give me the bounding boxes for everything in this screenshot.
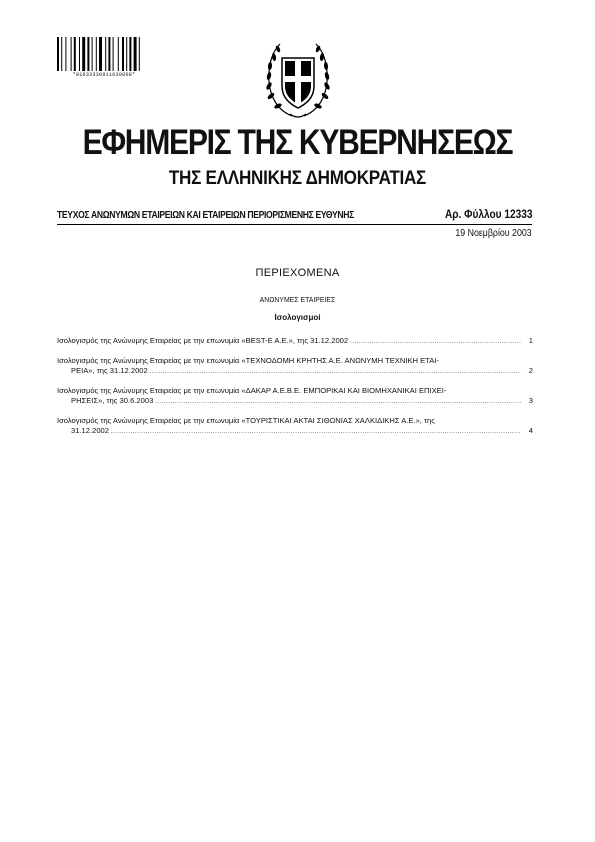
issue-label: ΤΕΥΧΟΣ ΑΝΩΝΥΜΩΝ ΕΤΑΙΡΕΙΩΝ ΚΑΙ ΕΤΑΙΡΕΙΩΝ ΠΕΡΙΟΡΙΣΜΕΝΗΣ ΕΥΘΥΝΗΣ [57, 210, 354, 221]
toc-entry-text-continued: ΡΗΣΕΙΣ», της 30.6.2003 [71, 396, 154, 405]
toc-entry-page: 2 [528, 366, 533, 375]
toc-entry-page: 1 [528, 336, 533, 345]
toc-entry[interactable] [57, 386, 533, 408]
toc-section-heading: ΑΝΩΝΥΜΕΣ ΕΤΑΙΡΕΙΕΣ [259, 295, 336, 304]
barcode-bars [56, 37, 152, 71]
toc-entry-text: Ισολογισμός της Ανώνυμης Εταιρείας με την επωνυμία «ΔΑΚΑΡ Α.Ε.Β.Ε. ΕΜΠΟΡΙΚΑΙ ΚΑΙ ΒΙΟΜΗΧΑΝΙΚΑΙ ΕΠΙΧΕΙ- [57, 385, 447, 395]
sheet-number: Αρ. Φύλλου 12333 [444, 209, 532, 221]
toc-subsection-heading: Ισολογισμοί [274, 313, 321, 322]
toc-entry-text: Ισολογισμός της Ανώνυμης Εταιρείας με την επωνυμία «BEST-E A.E.», της 31.12.2002 [57, 336, 349, 345]
toc-heading: ΠΕΡΙΕΧΟΜΕΝΑ [255, 267, 340, 279]
issue-row [57, 210, 532, 224]
toc-entry-text-continued: 31.12.2002 [71, 426, 110, 435]
greek-coat-of-arms-emblem [262, 36, 334, 122]
header-divider [57, 224, 532, 225]
dot-leader [155, 397, 521, 408]
barcode-number: *01633330911030008* [72, 72, 136, 78]
dot-leader [350, 337, 521, 348]
gazette-subtitle: ΤΗΣ ΕΛΛΗΝΙΚΗΣ ΔΗΜΟΚΡΑΤΙΑΣ [168, 168, 427, 189]
dot-leader [111, 427, 521, 438]
toc-entry[interactable] [57, 356, 533, 378]
toc-entry-text-continued: ΡΕΙΑ», της 31.12.2002 [71, 366, 148, 375]
toc-entry[interactable] [57, 336, 533, 348]
toc-entry-text: Ισολογισμός της Ανώνυμης Εταιρείας με την επωνυμία «ΤΕΧΝΟΔΟΜΗ ΚΡΗΤΗΣ Α.Ε. ΑΝΩΝΥΜΗ ΤΕΧΝΙΚΗ ΕΤΑΙ- [57, 355, 439, 365]
toc-entries [57, 336, 533, 446]
toc-entry[interactable] [57, 416, 533, 438]
gazette-title: ΕΦΗΜΕΡΙΣ ΤΗΣ ΚΥΒΕΡΝΗΣΕΩΣ [82, 123, 513, 162]
issue-date: 19 Νοεμβρίου 2003 [455, 228, 532, 239]
toc-entry-text: Ισολογισμός της Ανώνυμης Εταιρείας με την επωνυμία «ΤΟΥΡΙΣΤΙΚΑΙ ΑΚΤΑΙ ΣΙΘΩΝΙΑΣ ΧΑΛΚΙΔΙΚΗΣ Α.Ε.», της [57, 415, 435, 425]
toc-entry-page: 4 [528, 426, 533, 435]
dot-leader [150, 367, 521, 378]
toc-entry-page: 3 [528, 396, 533, 405]
barcode [56, 37, 152, 81]
